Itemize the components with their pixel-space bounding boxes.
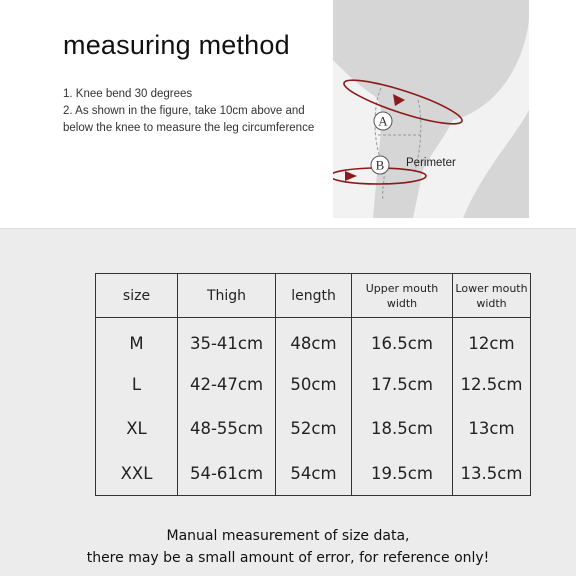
cell-length: 52cm (276, 407, 352, 452)
page-title: measuring method (63, 30, 290, 60)
header-length: length (276, 274, 352, 318)
label-a: A (378, 113, 388, 129)
cell-size: XXL (96, 451, 178, 496)
table-row (96, 451, 531, 496)
header-size: size (96, 274, 178, 318)
size-table (95, 273, 531, 496)
table-row (96, 362, 531, 407)
cell-thigh: 42-47cm (178, 362, 276, 407)
cell-thigh: 54-61cm (178, 451, 276, 496)
table-row (96, 407, 531, 452)
cell-upper-width: 18.5cm (352, 407, 453, 452)
cell-size: L (96, 362, 178, 407)
cell-lower-width: 12.5cm (453, 362, 531, 407)
measuring-method-section (0, 0, 576, 228)
table-row (96, 318, 531, 363)
table-header-row (96, 274, 531, 318)
cell-length: 48cm (276, 318, 352, 363)
cell-length: 54cm (276, 451, 352, 496)
instructions (63, 86, 333, 137)
instruction-line-2: 2. As shown in the figure, take 10cm above and (63, 105, 305, 117)
cell-thigh: 48-55cm (178, 407, 276, 452)
label-b: B (375, 157, 385, 173)
cell-size: M (96, 318, 178, 363)
header-lower-mouth-width: Lower mouth width (453, 274, 531, 318)
disclaimer-line-1: Manual measurement of size data, (166, 528, 410, 544)
instruction-line-3: below the knee to measure the leg circumference (63, 122, 315, 134)
perimeter-label: Perimeter (406, 157, 456, 169)
header-thigh: Thigh (178, 274, 276, 318)
leg-measurement-illustration (333, 0, 529, 218)
cell-thigh: 35-41cm (178, 318, 276, 363)
cell-upper-width: 19.5cm (352, 451, 453, 496)
cell-size: XL (96, 407, 178, 452)
instruction-line-1: 1. Knee bend 30 degrees (63, 88, 193, 100)
disclaimer-note (0, 525, 576, 569)
cell-upper-width: 16.5cm (352, 318, 453, 363)
cell-lower-width: 13.5cm (453, 451, 531, 496)
cell-length: 50cm (276, 362, 352, 407)
cell-lower-width: 13cm (453, 407, 531, 452)
cell-upper-width: 17.5cm (352, 362, 453, 407)
disclaimer-line-2: there may be a small amount of error, for reference only! (86, 550, 490, 566)
header-upper-mouth-width: Upper mouth width (352, 274, 453, 318)
cell-lower-width: 12cm (453, 318, 531, 363)
